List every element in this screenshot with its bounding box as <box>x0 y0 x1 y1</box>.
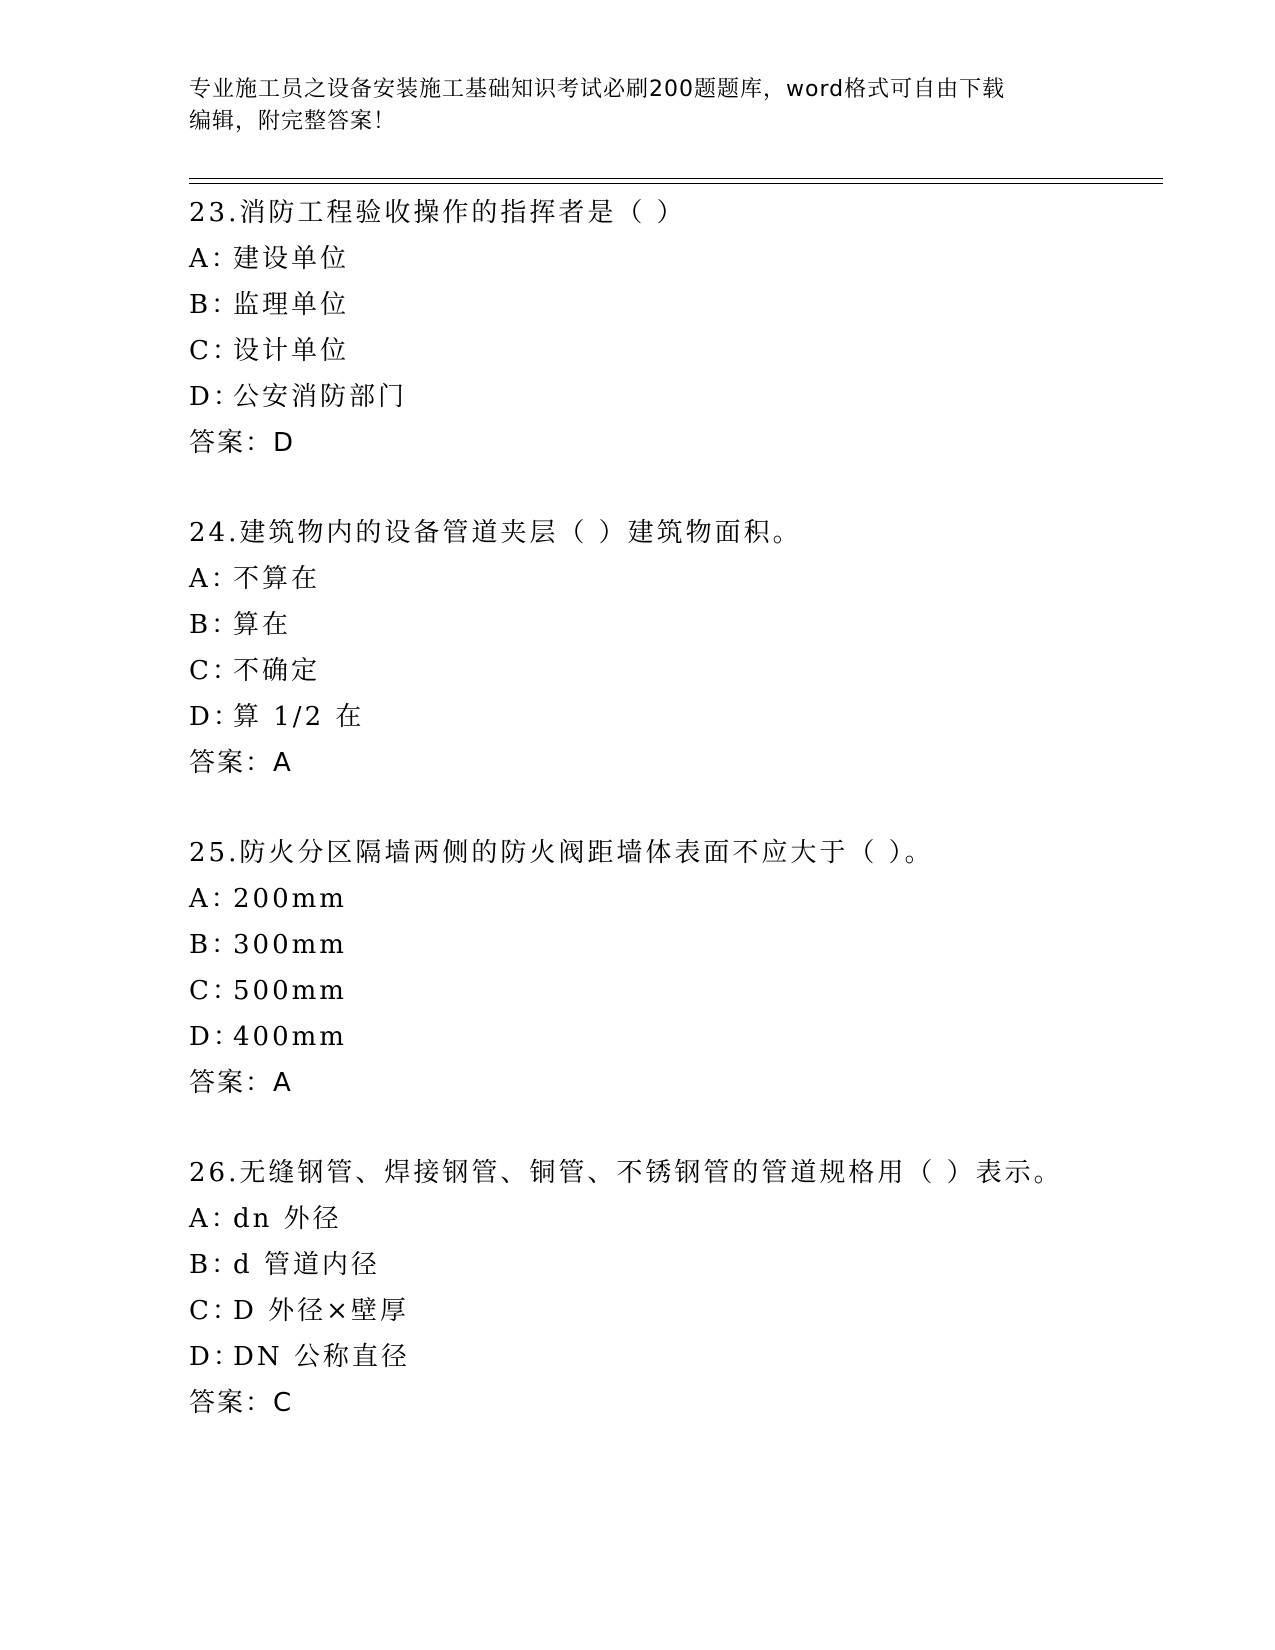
option-letter: B： <box>189 930 241 960</box>
option-d <box>189 374 1163 420</box>
question-26 <box>189 1150 1163 1426</box>
option-d <box>189 1014 1163 1060</box>
header-divider-top <box>189 178 1163 179</box>
option-b <box>189 282 1163 328</box>
answer-line: 答案：A <box>189 748 293 778</box>
question-23 <box>189 190 1163 466</box>
option-letter: B： <box>189 1250 241 1280</box>
option-text: 不算在 <box>233 564 321 594</box>
option-b <box>189 602 1163 648</box>
option-letter: C： <box>189 336 241 366</box>
option-b <box>189 1242 1163 1288</box>
option-letter: D： <box>189 1342 242 1372</box>
question-stem: 26.无缝钢管、焊接钢管、铜管、不锈钢管的管道规格用（ ）表示。 <box>189 1158 1063 1188</box>
option-b <box>189 922 1163 968</box>
answer-line: 答案：D <box>189 428 296 458</box>
spacer <box>189 1106 1163 1150</box>
question-stem: 25.防火分区隔墙两侧的防火阀距墙体表面不应大于（ ）。 <box>189 838 934 868</box>
option-text: 算在 <box>233 610 292 640</box>
option-c <box>189 968 1163 1014</box>
option-text: DN 公称直径 <box>233 1342 410 1372</box>
option-c <box>189 328 1163 374</box>
option-letter: C： <box>189 656 241 686</box>
option-text: dn 外径 <box>233 1204 342 1234</box>
option-a <box>189 1196 1163 1242</box>
option-c <box>189 1288 1163 1334</box>
question-stem: 24.建筑物内的设备管道夹层（ ）建筑物面积。 <box>189 518 802 548</box>
header-divider-bottom <box>189 183 1163 184</box>
option-letter: D： <box>189 1022 242 1052</box>
option-text: 200mm <box>233 884 347 914</box>
option-text: 设计单位 <box>233 336 350 366</box>
option-text: 算 1/2 在 <box>233 702 365 732</box>
option-text: d 管道内径 <box>233 1250 380 1280</box>
option-letter: A： <box>189 564 240 594</box>
question-stem: 23.消防工程验收操作的指挥者是（ ） <box>189 198 686 228</box>
option-letter: C： <box>189 976 241 1006</box>
option-letter: B： <box>189 610 241 640</box>
header-title-line-1: 专业施工员之设备安装施工基础知识考试必刷200题题库，word格式可自由下载 <box>189 77 1006 102</box>
option-text: 不确定 <box>233 656 321 686</box>
option-letter: A： <box>189 1204 240 1234</box>
spacer <box>189 786 1163 830</box>
question-list <box>189 190 1163 1426</box>
option-a <box>189 556 1163 602</box>
option-text: D 外径×壁厚 <box>233 1296 409 1326</box>
option-text: 500mm <box>233 976 347 1006</box>
option-letter: A： <box>189 884 240 914</box>
answer-line: 答案：C <box>189 1388 294 1418</box>
option-letter: A： <box>189 244 240 274</box>
option-d <box>189 1334 1163 1380</box>
answer-line: 答案：A <box>189 1068 293 1098</box>
option-text: 建设单位 <box>233 244 350 274</box>
option-letter: D： <box>189 382 242 412</box>
header-title-line-2: 编辑，附完整答案！ <box>189 109 397 134</box>
option-c <box>189 648 1163 694</box>
option-letter: C： <box>189 1296 241 1326</box>
document-header <box>189 74 1089 138</box>
question-24 <box>189 510 1163 786</box>
option-letter: B： <box>189 290 241 320</box>
option-a <box>189 236 1163 282</box>
option-a <box>189 876 1163 922</box>
option-text: 监理单位 <box>233 290 350 320</box>
option-letter: D： <box>189 702 242 732</box>
option-text: 400mm <box>233 1022 347 1052</box>
spacer <box>189 466 1163 510</box>
question-25 <box>189 830 1163 1106</box>
option-d <box>189 694 1163 740</box>
option-text: 300mm <box>233 930 347 960</box>
option-text: 公安消防部门 <box>233 382 408 412</box>
